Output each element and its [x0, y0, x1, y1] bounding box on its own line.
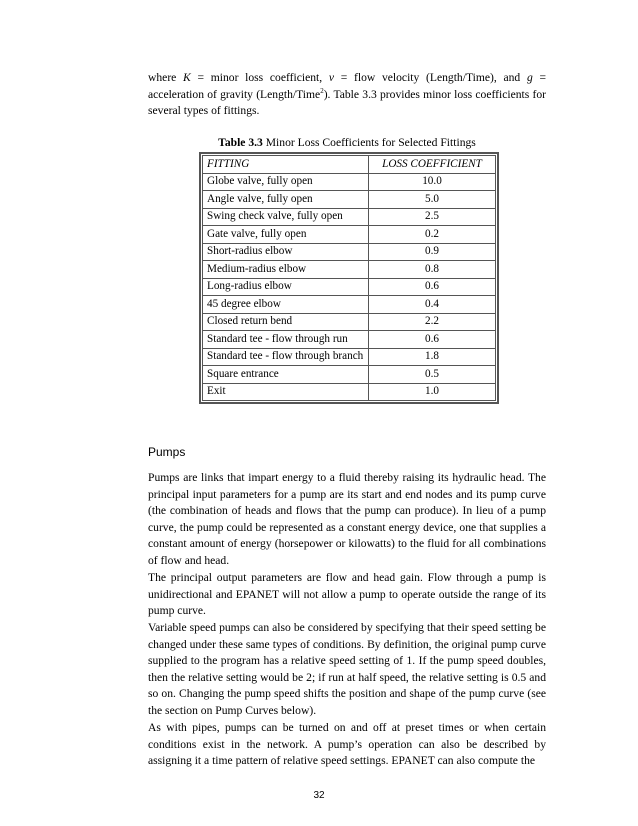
paragraph: The principal output parameters are flow and head gain. Flow through a pump is unidirectional and EPANET will not allow a pump to operate outside the range of its pump curve. — [148, 571, 546, 617]
superscript: 2 — [320, 86, 324, 95]
table-row — [203, 366, 496, 384]
table-row — [203, 208, 496, 226]
fitting-cell: Standard tee - flow through branch — [203, 348, 369, 366]
table-row — [203, 173, 496, 191]
fitting-cell: Globe valve, fully open — [203, 173, 369, 191]
coefficient-cell: 2.2 — [369, 313, 496, 331]
paragraph: As with pipes, pumps can be turned on and off at preset times or when certain conditions exist in the network. A pump’s operation can also be described by assigning it a time pattern of relative speed settings. EPANET can also compute the — [148, 721, 546, 767]
intro-text: = minor loss coefficient, — [190, 71, 329, 84]
coefficient-cell: 0.6 — [369, 278, 496, 296]
fitting-cell: Swing check valve, fully open — [203, 208, 369, 226]
symbol-g: g — [526, 71, 533, 84]
page-number: 32 — [313, 790, 325, 801]
coefficient-cell: 5.0 — [369, 191, 496, 209]
table-header-row — [203, 156, 496, 174]
symbol-v: v — [328, 71, 335, 84]
paragraph: Variable speed pumps can also be considered by specifying that their speed setting be changed under these same types of conditions. By definition, the original pump curve supplied to the program has a relative speed setting of 1. If the pump speed doubles, then the relative setting would be 2; if run at half speed, the relative setting is 0.5 and so on. Changing the pump speed shifts the position and shape of the pump curve (see the section on Pump Curves below). — [148, 621, 546, 717]
fitting-cell: Closed return bend — [203, 313, 369, 331]
intro-text: ). Table 3.3 provides minor loss coefficients for several types of fittings. — [148, 87, 546, 117]
fitting-cell: Medium-radius elbow — [203, 261, 369, 279]
caption-text: Minor Loss Coefficients for Selected Fittings — [262, 136, 476, 149]
header-fitting: FITTING — [203, 156, 369, 174]
section-heading: Pumps — [148, 445, 186, 459]
coefficient-cell: 0.2 — [369, 226, 496, 244]
intro-text: where — [148, 71, 184, 84]
intro-paragraph — [148, 70, 546, 120]
fitting-cell: Angle valve, fully open — [203, 191, 369, 209]
coefficient-cell: 1.8 — [369, 348, 496, 366]
table-row — [203, 313, 496, 331]
fitting-cell: Square entrance — [203, 366, 369, 384]
table-row — [203, 261, 496, 279]
fitting-cell: Exit — [203, 383, 369, 401]
fitting-cell: Short-radius elbow — [203, 243, 369, 261]
fitting-cell: Standard tee - flow through run — [203, 331, 369, 349]
coefficient-cell: 0.9 — [369, 243, 496, 261]
fitting-cell: Long-radius elbow — [203, 278, 369, 296]
coefficient-cell: 10.0 — [369, 173, 496, 191]
table-row — [203, 226, 496, 244]
intro-text: = flow velocity (Length/Time), and — [334, 71, 527, 84]
table-row — [203, 296, 496, 314]
intro-text: = acceleration of gravity (Length/Time — [148, 71, 546, 101]
coefficient-cell: 2.5 — [369, 208, 496, 226]
coefficient-cell: 0.5 — [369, 366, 496, 384]
table-row — [203, 348, 496, 366]
coefficient-cell: 0.6 — [369, 331, 496, 349]
coefficient-cell: 0.4 — [369, 296, 496, 314]
coefficient-cell: 0.8 — [369, 261, 496, 279]
table-row — [203, 243, 496, 261]
table-row — [203, 331, 496, 349]
fitting-cell: 45 degree elbow — [203, 296, 369, 314]
table-caption — [148, 135, 546, 151]
fitting-cell: Gate valve, fully open — [203, 226, 369, 244]
symbol-k: K — [183, 71, 191, 84]
loss-coefficient-table — [199, 152, 499, 404]
header-loss-coefficient: LOSS COEFFICIENT — [369, 156, 496, 174]
paragraph: Pumps are links that impart energy to a fluid thereby raising its hydraulic head. The principal input parameters for a pump are its start and end nodes and its pump curve (the combination of heads and flows that the pump can produce). In lieu of a pump curve, the pump could be represented as a constant energy device, one that supplies a constant amount of energy (horsepower or kilowatts) to the fluid for all combinations of flow and head. — [148, 471, 546, 567]
table-row — [203, 383, 496, 401]
table-row — [203, 191, 496, 209]
coefficient-cell: 1.0 — [369, 383, 496, 401]
table-row — [203, 278, 496, 296]
caption-label: Table 3.3 — [218, 136, 263, 149]
table-body — [203, 173, 496, 401]
